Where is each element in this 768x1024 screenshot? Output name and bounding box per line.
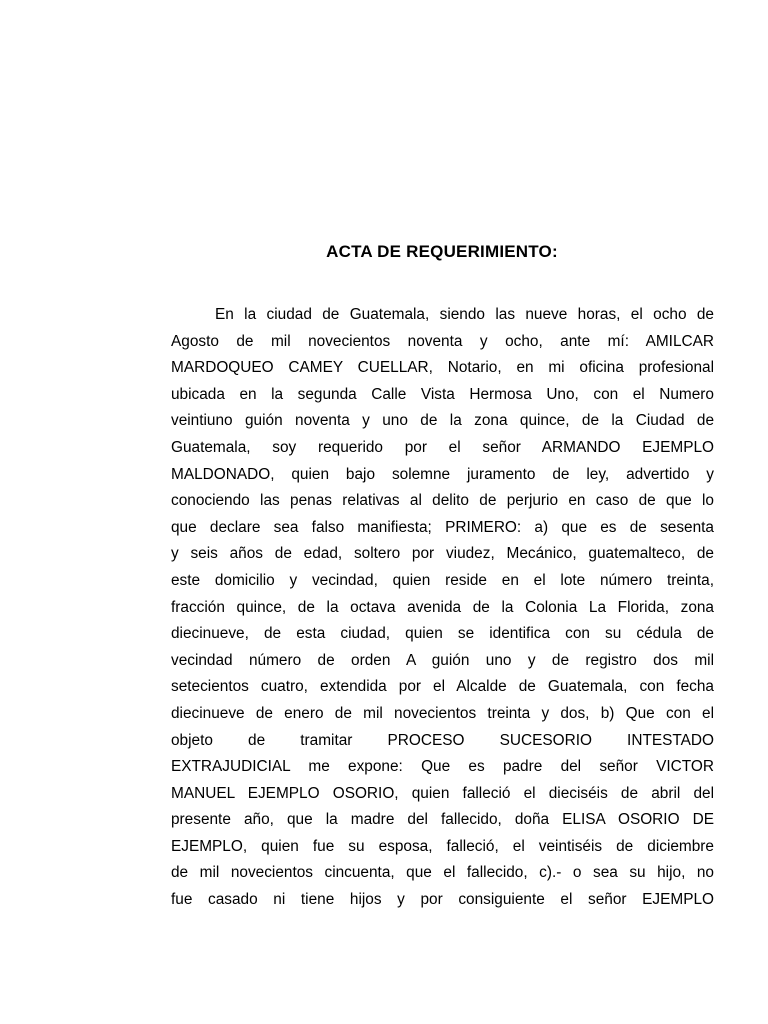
body-line: este domicilio y vecindad, quien reside en el lote número treinta, xyxy=(171,571,714,589)
body-line: fracción quince, de la octava avenida de la Colonia La Florida, zona xyxy=(171,598,714,616)
body-line: MALDONADO, quien bajo solemne juramento de ley, advertido y xyxy=(171,465,714,483)
body-line: conociendo las penas relativas al delito de perjurio en caso de que lo xyxy=(171,492,714,510)
body-line: vecindad número de orden A guión uno y de registro dos mil xyxy=(171,651,714,669)
body-line: EXTRAJUDICIAL me expone: Que es padre del señor VICTOR xyxy=(171,758,714,776)
body-line: veintiuno guión noventa y uno de la zona quince, de la Ciudad de xyxy=(171,412,714,430)
body-line: diecinueve de enero de mil novecientos treinta y dos, b) Que con el xyxy=(171,704,714,722)
body-line: presente año, que la madre del fallecido, doña ELISA OSORIO DE xyxy=(171,811,714,829)
body-line: de mil novecientos cincuenta, que el fallecido, c).- o sea su hijo, no xyxy=(171,864,714,882)
body-line: fue casado ni tiene hijos y por consiguiente el señor EJEMPLO xyxy=(171,891,714,909)
body-line: En la ciudad de Guatemala, siendo las nueve horas, el ocho de xyxy=(215,306,714,323)
body-line: objeto de tramitar PROCESO SUCESORIO INTESTADO xyxy=(171,731,714,749)
body-line: diecinueve, de esta ciudad, quien se identifica con su cédula de xyxy=(171,625,714,643)
body-line: Guatemala, soy requerido por el señor ARMANDO EJEMPLO xyxy=(171,438,714,456)
body-line: MANUEL EJEMPLO OSORIO, quien falleció el dieciséis de abril del xyxy=(171,784,714,802)
body-line: que declare sea falso manifiesta; PRIMERO: a) que es de sesenta xyxy=(171,518,714,536)
document-body xyxy=(171,302,714,914)
body-line: Agosto de mil novecientos noventa y ocho, ante mí: AMILCAR xyxy=(171,332,714,350)
body-line: y seis años de edad, soltero por viudez, Mecánico, guatemalteco, de xyxy=(171,545,714,563)
body-line: EJEMPLO, quien fue su esposa, falleció, el veintiséis de diciembre xyxy=(171,837,714,855)
body-line: setecientos cuatro, extendida por el Alcalde de Guatemala, con fecha xyxy=(171,678,714,696)
body-line: ubicada en la segunda Calle Vista Hermosa Uno, con el Numero xyxy=(171,385,714,403)
body-line: MARDOQUEO CAMEY CUELLAR, Notario, en mi oficina profesional xyxy=(171,359,714,377)
document-title: ACTA DE REQUERIMIENTO: xyxy=(326,242,558,261)
